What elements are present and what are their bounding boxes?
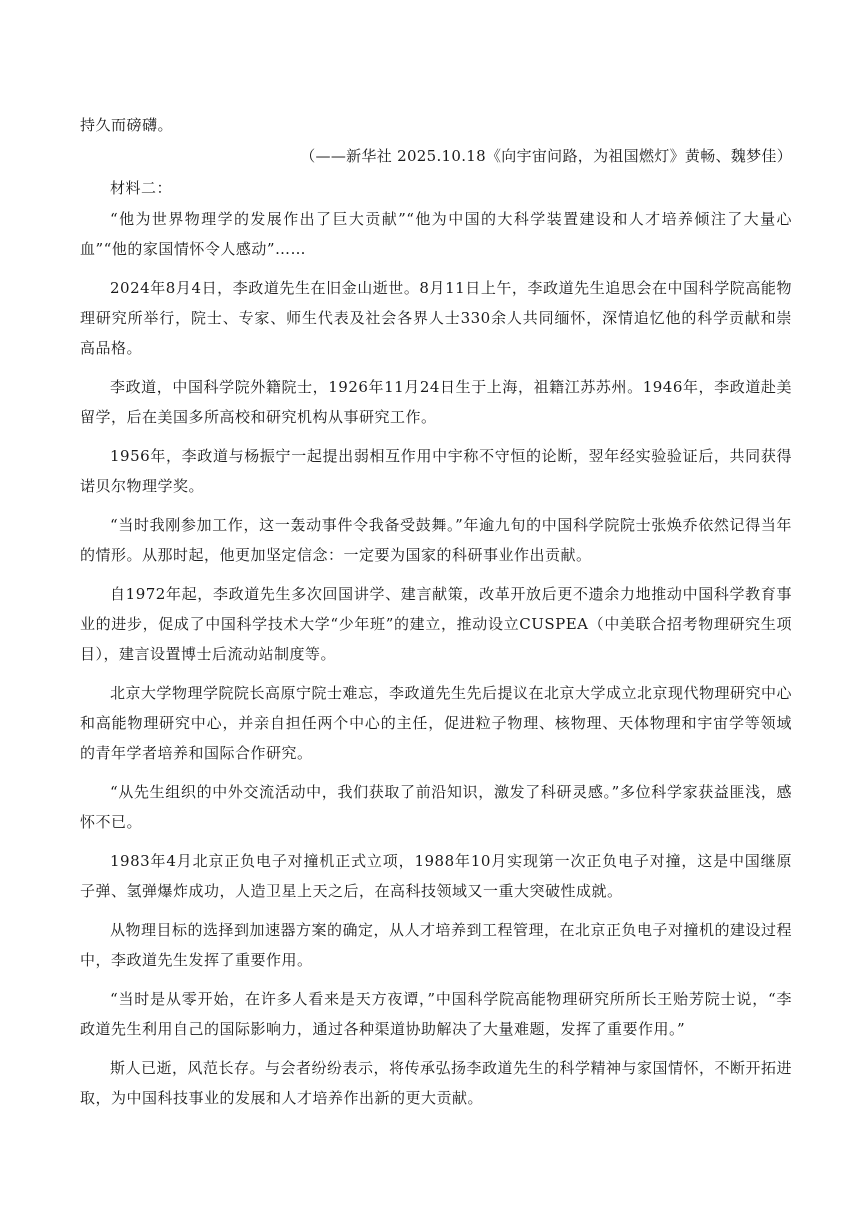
paragraph-education: 自1972年起，李政道先生多次回国讲学、建言献策，改革开放后更不遗余力地推动中国科学教育事业的进步，促成了中国科学技术大学“少年班”的建立，推动设立CUSPEA（中美联合招考物理研究生项目），建言设置博士后流动站制度等。	[80, 585, 792, 663]
paragraph-quotes: “他为世界物理学的发展作出了巨大贡献”“他为中国的大科学装置建设和人才培养倾注了大量心血”“他的家国情怀令人感动”……	[80, 210, 792, 258]
paragraph-zhang-huanqiao: “当时我刚参加工作，这一轰动事件令我备受鼓舞。”年逾九旬的中国科学院院士张焕乔依然记得当年的情形。从那时起，他更加坚定信念：一定要为国家的科研事业作出贡献。	[80, 516, 792, 564]
paragraph-closing: 斯人已逝，风范长存。与会者纷纷表示，将传承弘扬李政道先生的科学精神与家国情怀，不断开拓进取，为中国科技事业的发展和人才培养作出新的更大贡献。	[80, 1059, 793, 1107]
material-label: 材料二：	[110, 179, 173, 197]
paragraph-peking-university: 北京大学物理学院院长高原宁院士难忘，李政道先生先后提议在北京大学成立北京现代物理研究中心和高能物理研究中心，并亲自担任两个中心的主任，促进粒子物理、核物理、天体物理和宇宙学等领域的青年学者培养和国际合作研究。	[80, 684, 793, 762]
paragraph-collider: 1983年4月北京正负电子对撞机正式立项，1988年10月实现第一次正负电子对撞，这是中国继原子弹、氢弹爆炸成功，人造卫星上天之后，在高科技领域又一重大突破性成就。	[80, 852, 792, 900]
paragraph-biography: 李政道，中国科学院外籍院士，1926年11月24日生于上海，祖籍江苏苏州。1946年，李政道赴美留学，后在美国多所高校和研究机构从事研究工作。	[80, 378, 792, 426]
article-body	[80, 110, 792, 1113]
paragraph-exchange: “从先生组织的中外交流活动中，我们获取了前沿知识，激发了科研灵感。”多位科学家获益匪浅，感怀不已。	[80, 783, 792, 831]
paragraph-wang-yifang: “当时是从零开始，在许多人看来是天方夜谭，”中国科学院高能物理研究所所长王贻芳院士说，“李政道先生利用自己的国际影响力，通过各种渠道协助解决了大量难题，发挥了重要作用。”	[80, 990, 792, 1038]
source-citation: （——新华社 2025.10.18《向宇宙问路，为祖国燃灯》黄畅、魏梦佳）	[300, 147, 792, 165]
paragraph-collider-role: 从物理目标的选择到加速器方案的确定，从人才培养到工程管理，在北京正负电子对撞机的建设过程中，李政道先生发挥了重要作用。	[80, 921, 793, 969]
paragraph-continuation: 持久而磅礴。	[80, 116, 174, 134]
paragraph-passing: 2024年8月4日，李政道先生在旧金山逝世。8月11日上午，李政道先生追思会在中国科学院高能物理研究所举行，院士、专家、师生代表及社会各界人士330余人共同缅怀，深情追忆他的科学贡献和崇高品格。	[80, 279, 792, 357]
paragraph-nobel: 1956年，李政道与杨振宁一起提出弱相互作用中宇称不守恒的论断，翌年经实验验证后，共同获得诺贝尔物理学奖。	[80, 447, 792, 495]
